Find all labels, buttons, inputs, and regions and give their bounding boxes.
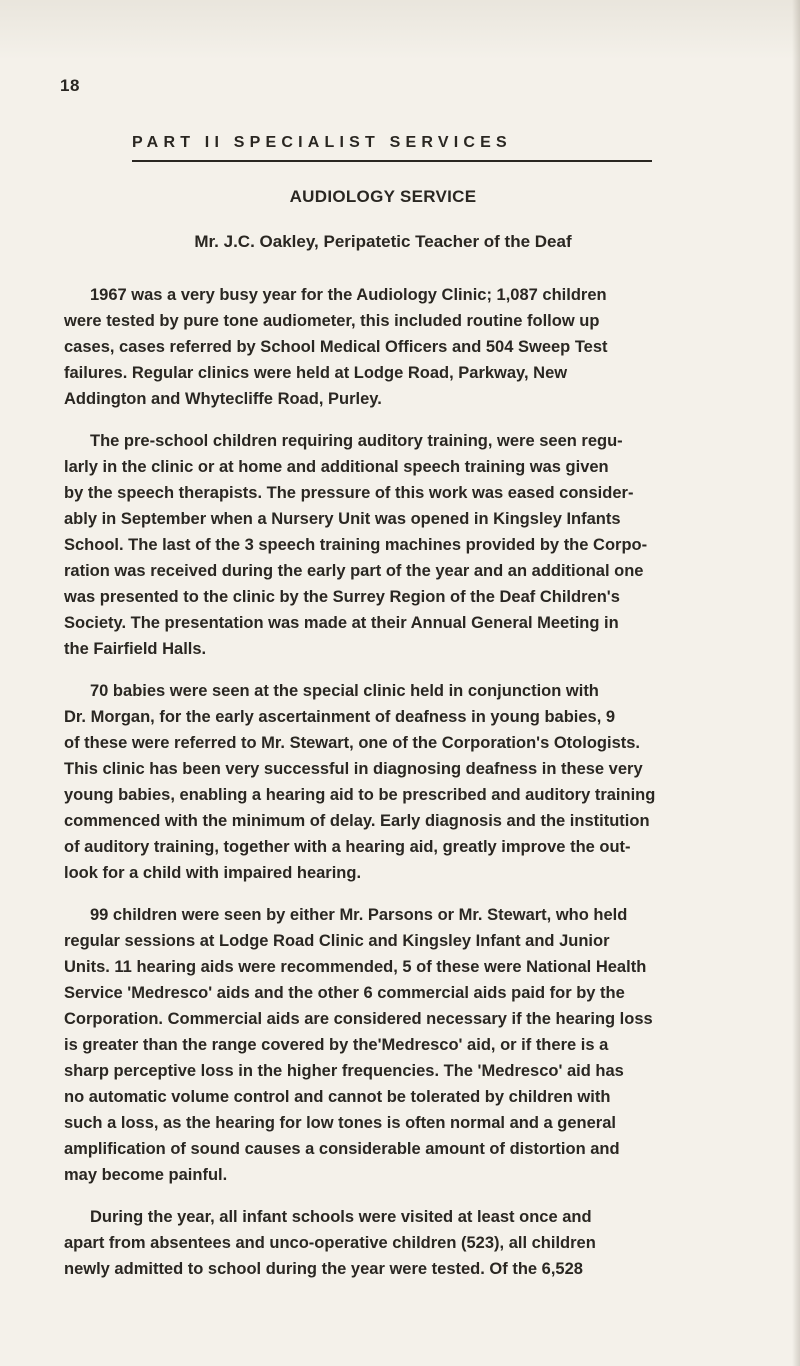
text-line: This clinic has been very successful in diagnosing deafness in these very: [64, 760, 643, 778]
text-line: look for a child with impaired hearing.: [64, 864, 362, 882]
text-line: cases, cases referred by School Medical Officers and 504 Sweep Test: [64, 338, 608, 356]
page-edge-shadow: [792, 0, 800, 1366]
text-line: Service 'Medresco' aids and the other 6 commercial aids paid for by the: [64, 984, 625, 1002]
text-line: commenced with the minimum of delay. Early diagnosis and the institution: [64, 812, 650, 830]
heading-underline: [132, 160, 652, 162]
text-line: Addington and Whytecliffe Road, Purley.: [64, 390, 382, 408]
text-line: During the year, all infant schools were visited at least once and: [90, 1208, 592, 1226]
text-line: 99 children were seen by either Mr. Parsons or Mr. Stewart, who held: [90, 906, 628, 924]
text-line: Units. 11 hearing aids were recommended, 5 of these were National Health: [64, 958, 647, 976]
text-line: may become painful.: [64, 1166, 228, 1184]
text-line: sharp perceptive loss in the higher frequencies. The 'Medresco' aid has: [64, 1062, 624, 1080]
paragraph: [64, 678, 742, 886]
text-line: Society. The presentation was made at their Annual General Meeting in: [64, 614, 619, 632]
text-line: Corporation. Commercial aids are considered necessary if the hearing loss: [64, 1010, 653, 1028]
text-line: failures. Regular clinics were held at Lodge Road, Parkway, New: [64, 364, 568, 382]
part-heading: PART II SPECIALIST SERVICES: [132, 134, 512, 151]
text-line: ably in September when a Nursery Unit was opened in Kingsley Infants: [64, 510, 621, 528]
text-line: School. The last of the 3 speech training machines provided by the Corpo-: [64, 536, 648, 554]
text-line: 1967 was a very busy year for the Audiology Clinic; 1,087 children: [90, 286, 607, 304]
text-line: of these were referred to Mr. Stewart, one of the Corporation's Otologists.: [64, 734, 641, 752]
text-line: 70 babies were seen at the special clinic held in conjunction with: [90, 682, 599, 700]
paragraph: [64, 428, 742, 662]
text-line: such a loss, as the hearing for low tones is often normal and a general: [64, 1114, 616, 1132]
body-text: [64, 282, 742, 1298]
text-line: larly in the clinic or at home and additional speech training was given: [64, 458, 609, 476]
text-line: The pre-school children requiring auditory training, were seen regu-: [90, 432, 623, 450]
text-line: newly admitted to school during the year were tested. Of the 6,528: [64, 1260, 583, 1278]
text-line: young babies, enabling a hearing aid to be prescribed and auditory training: [64, 786, 656, 804]
section-title: AUDIOLOGY SERVICE: [289, 187, 477, 206]
text-line: ration was received during the early part of the year and an additional one: [64, 562, 644, 580]
text-line: apart from absentees and unco-operative children (523), all children: [64, 1234, 596, 1252]
page-number: 18: [60, 76, 80, 95]
text-line: is greater than the range covered by the'Medresco' aid, or if there is a: [64, 1036, 609, 1054]
text-line: amplification of sound causes a considerable amount of distortion and: [64, 1140, 620, 1158]
author-byline: Mr. J.C. Oakley, Peripatetic Teacher of the Deaf: [194, 232, 572, 251]
text-line: were tested by pure tone audiometer, this included routine follow up: [64, 312, 600, 330]
text-line: was presented to the clinic by the Surrey Region of the Deaf Children's: [64, 588, 620, 606]
text-line: Dr. Morgan, for the early ascertainment of deafness in young babies, 9: [64, 708, 616, 726]
text-line: regular sessions at Lodge Road Clinic and Kingsley Infant and Junior: [64, 932, 610, 950]
paragraph: [64, 902, 742, 1188]
text-line: the Fairfield Halls.: [64, 640, 207, 658]
paragraph: [64, 282, 742, 412]
paragraph: [64, 1204, 742, 1282]
text-line: no automatic volume control and cannot be tolerated by children with: [64, 1088, 611, 1106]
text-line: of auditory training, together with a hearing aid, greatly improve the out-: [64, 838, 631, 856]
text-line: by the speech therapists. The pressure of this work was eased consider-: [64, 484, 634, 502]
page-edge-shadow: [0, 0, 800, 60]
